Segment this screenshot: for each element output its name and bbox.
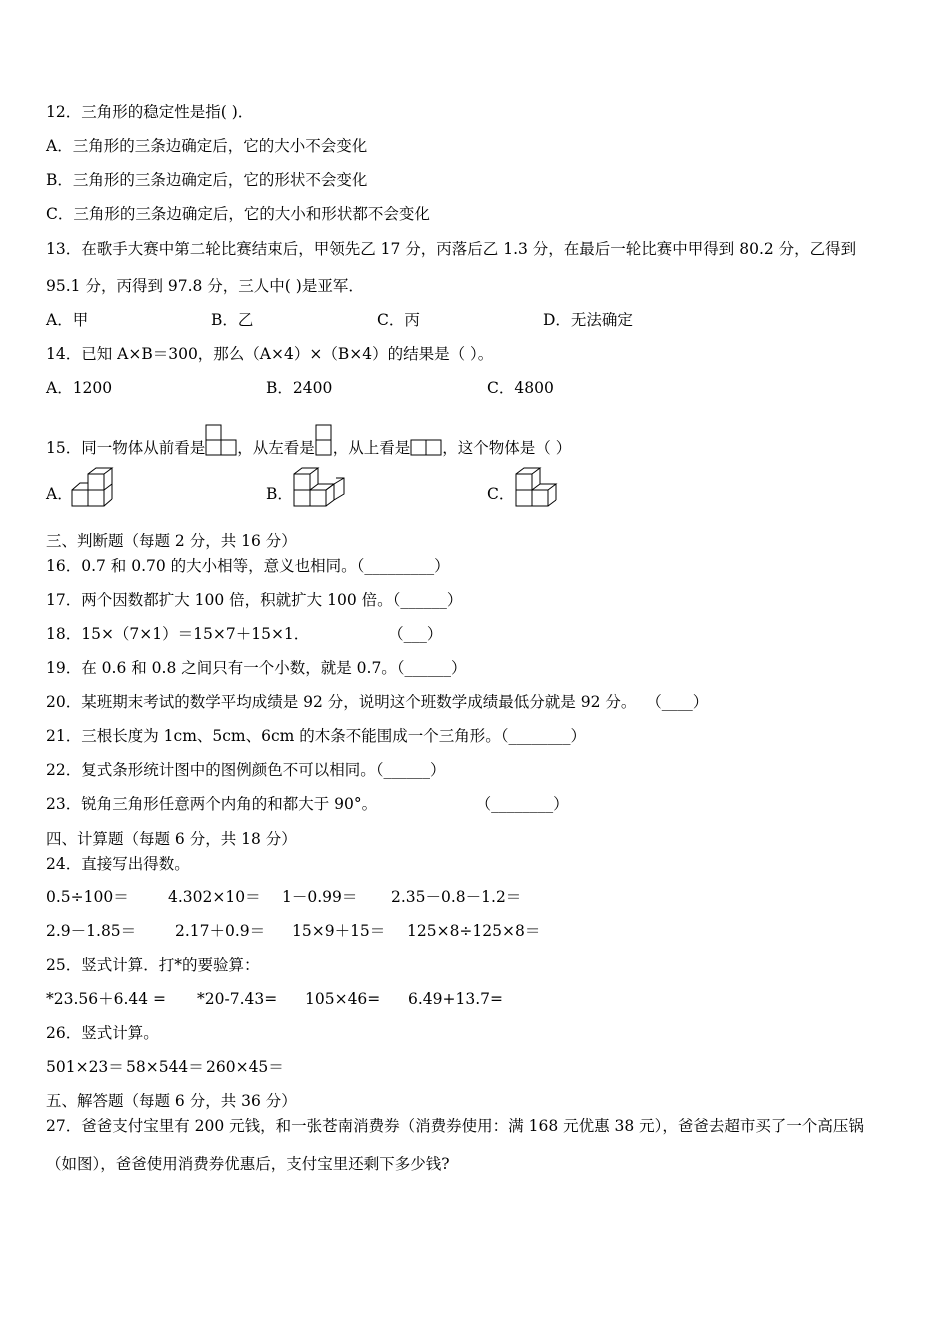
q13-option-c: C．丙 — [377, 311, 420, 329]
judgment-23: 23．锐角三角形任意两个内角的和都大于 90°。 （________） — [46, 795, 569, 813]
q24-item-5: 2.9－1.85＝ — [46, 922, 137, 940]
q25-item-1: *23.56＋6.44 = — [46, 990, 167, 1008]
q24-item-2: 4.302×10＝ — [168, 888, 261, 906]
q13-option-b: B．乙 — [211, 311, 254, 329]
q25-item-2: *20-7.43= — [197, 990, 278, 1008]
judgment-22: 22．复式条形统计图中的图例颜色不可以相同。（______） — [46, 761, 446, 779]
q15-option-c-cubes-figure — [512, 466, 562, 508]
q15-stem-part2: ，从左看是 — [237, 439, 315, 457]
q26-item-2: 58×544＝ — [126, 1058, 204, 1076]
q25-item-3: 105×46= — [305, 990, 381, 1008]
q13-option-d: D．无法确定 — [543, 311, 633, 329]
judgment-19: 19．在 0.6 和 0.8 之间只有一个小数，就是 0.7。（______） — [46, 659, 467, 677]
q26-item-3: 260×45＝ — [206, 1058, 284, 1076]
q26-stem: 26．竖式计算。 — [46, 1024, 159, 1042]
q26-item-1: 501×23＝ — [46, 1058, 124, 1076]
judgment-20: 20．某班期末考试的数学平均成绩是 92 分，说明这个班数学成绩最低分就是 92 分。 （____） — [46, 693, 709, 711]
q12-option-b: B．三角形的三条边确定后，它的形状不会变化 — [46, 171, 368, 189]
q24-stem: 24．直接写出得数。 — [46, 855, 190, 873]
q15-stem-part1: 15．同一物体从前看是 — [46, 439, 206, 457]
q15-option-a-cubes-figure — [70, 466, 118, 508]
judgment-21: 21．三根长度为 1cm、5cm、6cm 的木条不能围成一个三角形。（________） — [46, 727, 587, 745]
q12-option-c: C．三角形的三条边确定后，它的大小和形状都不会变化 — [46, 205, 430, 223]
q24-item-8: 125×8÷125×8＝ — [407, 922, 541, 940]
q14-stem: 14．已知 A×B＝300，那么（A×4）×（B×4）的结果是（ ）。 — [46, 345, 494, 363]
q13-stem-line1: 13．在歌手大赛中第二轮比赛结束后，甲领先乙 17 分，丙落后乙 1.3 分，在最后一轮比赛中甲得到 80.2 分，乙得到 — [46, 240, 857, 258]
judgment-17: 17．两个因数都扩大 100 倍，积就扩大 100 倍。（______） — [46, 591, 463, 609]
q24-item-6: 2.17＋0.9＝ — [175, 922, 266, 940]
q15-stem-part3: ，从上看是 — [332, 439, 411, 457]
q15-option-b-cubes-figure — [292, 466, 348, 508]
q12-stem: 12．三角形的稳定性是指( )． — [46, 103, 254, 121]
top-view-figure — [410, 439, 442, 456]
q27-line2: （如图），爸爸使用消费券优惠后，支付宝里还剩下多少钱? — [46, 1155, 450, 1173]
q15-option-a-label: A． — [46, 485, 73, 503]
section-3-heading: 三、判断题（每题 2 分，共 16 分） — [46, 532, 297, 550]
q15-option-c-label: C． — [487, 485, 515, 503]
q27-line1: 27．爸爸支付宝里有 200 元钱，和一张苍南消费券（消费券使用：满 168 元优惠 38 元），爸爸去超市买了一个高压锅 — [46, 1117, 864, 1135]
q15-stem — [46, 424, 571, 458]
q24-item-4: 2.35－0.8－1.2＝ — [391, 888, 522, 906]
q15-option-b-label: B． — [266, 485, 293, 503]
q25-item-4: 6.49+13.7= — [408, 990, 503, 1008]
q25-stem: 25．竖式计算．打*的要验算： — [46, 956, 260, 974]
q14-option-b: B．2400 — [266, 379, 333, 397]
front-view-figure — [205, 424, 237, 456]
section-4-heading: 四、计算题（每题 6 分，共 18 分） — [46, 830, 297, 848]
q13-stem-line2: 95.1 分，丙得到 97.8 分，三人中( )是亚军． — [46, 277, 364, 295]
q24-item-3: 1－0.99＝ — [282, 888, 358, 906]
q14-option-a: A．1200 — [46, 379, 113, 397]
q14-option-c: C．4800 — [487, 379, 554, 397]
q24-item-7: 15×9＋15＝ — [292, 922, 386, 940]
judgment-18: 18．15×（7×1）＝15×7＋15×1． （___） — [46, 625, 443, 643]
q13-option-a: A．甲 — [46, 311, 89, 329]
left-view-figure — [315, 424, 333, 456]
q15-stem-part4: ，这个物体是（ ） — [442, 439, 572, 457]
q12-option-a: A．三角形的三条边确定后，它的大小不会变化 — [46, 137, 368, 155]
section-5-heading: 五、解答题（每题 6 分，共 36 分） — [46, 1092, 297, 1110]
q24-item-1: 0.5÷100＝ — [46, 888, 129, 906]
judgment-16: 16．0.7 和 0.70 的大小相等，意义也相同。（_________） — [46, 557, 450, 575]
